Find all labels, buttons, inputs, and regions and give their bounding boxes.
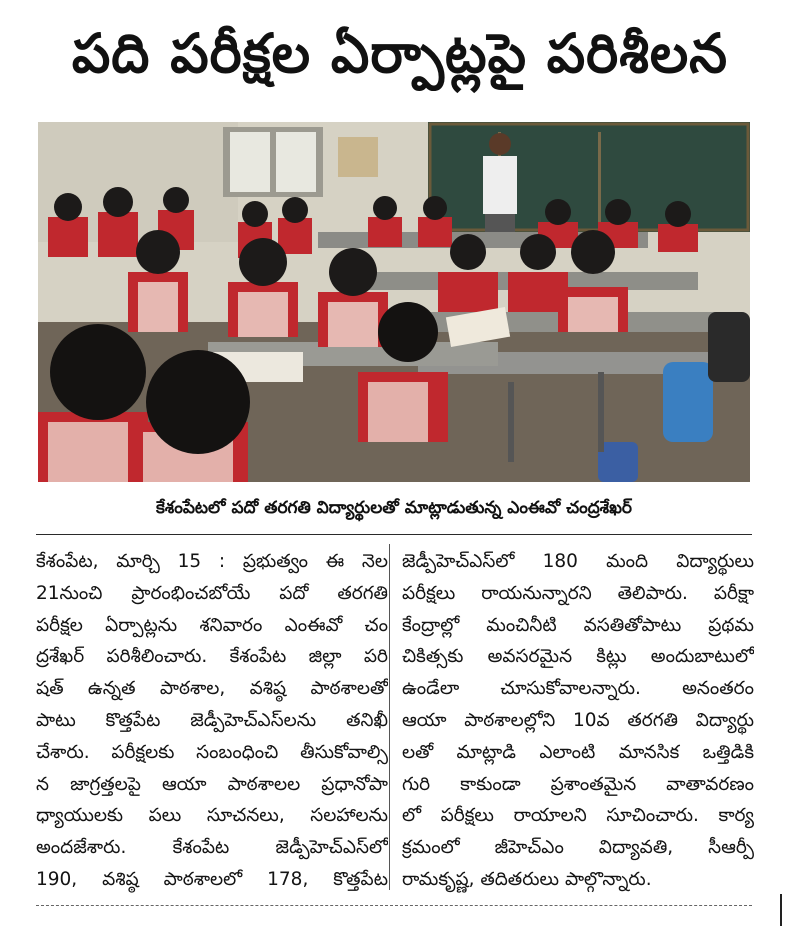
article-line: కేశంపేట, మార్చి 15 : ప్రభుత్వం ఈ నెల — [36, 551, 388, 572]
article-line: క్రమంలో జీహెచ్ఎం విద్యావతి, సీఆర్పీ — [402, 837, 754, 859]
article-line: ద్రశేఖర్ పరిశీలించారు. కేశంపేట జిల్లా పరి — [36, 646, 388, 668]
article-line: న జాగ్రత్తలపై ఆయా పాఠశాలల ప్రధానోపా — [36, 773, 388, 795]
classroom-photo — [38, 122, 750, 482]
article-line: లో పరీక్షలు రాయాలని సూచించారు. కార్య — [402, 805, 754, 827]
article-column-left — [36, 546, 388, 890]
article-line: గురి కాకుండా ప్రశాంతమైన వాతావరణం — [402, 773, 754, 795]
article-line: ఉండేలా చూసుకోవాలన్నారు. అనంతరం — [402, 678, 754, 700]
article-line: ధ్యాయులకు పలు సూచనలు, సలహాలను — [36, 805, 388, 827]
article-line: ఆయా పాఠశాలల్లోని 10వ తరగతి విద్యార్థు — [402, 709, 754, 731]
article-line: చేశారు. పరీక్షలకు సంబంధించి తీసుకోవాల్సి — [36, 741, 388, 763]
article-line: కేంద్రాల్లో మంచినీటి వసతితోపాటు ప్రథమ — [402, 614, 754, 636]
article-line: పాటు కొత్తపేట జెడ్పీహెచ్ఎస్‌లను తనిఖీ — [36, 709, 388, 731]
article-line: చికిత్సకు అవసరమైన కిట్లు అందుబాటులో — [402, 646, 754, 668]
photo-caption — [36, 494, 752, 526]
article-line: 190, వశిష్ఠ పాఠశాలలో 178, కొత్తపేట — [36, 868, 388, 890]
article-line: అందజేశారు. కేశంపేట జెడ్పీహెచ్ఎస్‌లో — [36, 837, 388, 859]
article-column-right — [402, 546, 754, 890]
article-line: రామకృష్ణ, తదితరులు పాల్గొన్నారు. — [402, 868, 652, 890]
article-line: పరీక్షలు రాయనున్నారని తెలిపారు. పరీక్షా — [402, 582, 754, 604]
headline — [0, 12, 800, 108]
classroom-illustration — [38, 122, 750, 482]
article-line: పరీక్షల ఏర్పాట్లను శనివారం ఎంఈవో చం — [36, 614, 388, 636]
edge-mark — [780, 894, 782, 926]
column-divider — [389, 544, 390, 890]
article-line: లతో మాట్లాడి ఎలాంటి మానసిక ఒత్తిడికి — [402, 741, 754, 763]
article-line: షత్ ఉన్నత పాఠశాల, వశిష్ఠ పాఠశాలతో — [36, 678, 388, 700]
headline-text: పది పరీక్షల ఏర్పాట్లపై పరిశీలన — [71, 21, 729, 85]
caption-text: కేశంపేటలో పదో తరగతి విద్యార్థులతో మాట్లాడుతున్న ఎంఈవో చంద్రశేఖర్ — [155, 498, 632, 518]
article-line: 21నుంచి ప్రారంభించబోయే పదో తరగతి — [36, 582, 388, 604]
article-line: జెడ్పీహెచ్ఎస్‌లో 180 మంది విద్యార్థులు — [402, 551, 754, 572]
bottom-divider — [36, 905, 752, 906]
caption-divider — [36, 534, 752, 535]
